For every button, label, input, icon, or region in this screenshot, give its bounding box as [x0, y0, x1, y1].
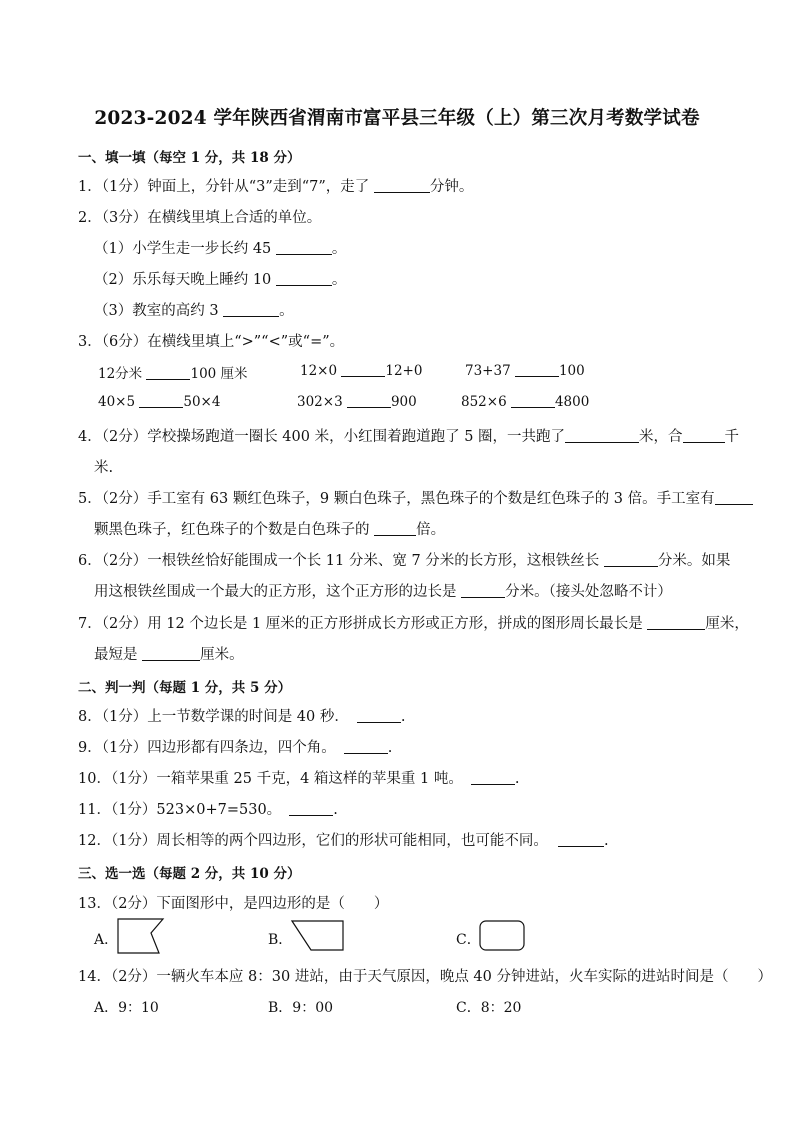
- part-text: （1）小学生走一步长约 45: [94, 241, 276, 257]
- answer-blank[interactable]: [647, 615, 705, 630]
- question-4-cont: 米.: [94, 460, 114, 476]
- compare-right: 12+0: [385, 363, 423, 379]
- answer-blank[interactable]: [715, 490, 753, 505]
- question-6-cont: [94, 580, 672, 601]
- question-7-text-4: 厘米。: [200, 647, 244, 663]
- option-c-label[interactable]: C．: [456, 932, 481, 948]
- answer-blank[interactable]: [139, 393, 183, 408]
- section-multiple-choice: 三、选一选（每题 2 分，共 10 分）: [78, 866, 301, 882]
- period: .: [400, 709, 406, 725]
- rounded-rectangle-shape-icon[interactable]: [479, 920, 525, 952]
- compare-item: [465, 362, 585, 379]
- period: .: [333, 802, 338, 818]
- question-5-text: 5．（2分）手工室有 63 颗红色珠子，9 颗白色珠子，黑色珠子的个数是红色珠子的 3 倍。手工室有: [78, 491, 715, 507]
- question-5-cont: [94, 518, 445, 539]
- exam-title: 2023-2024 学年陕西省渭南市富平县三年级（上）第三次月考数学试卷: [94, 108, 700, 129]
- compare-right: 900: [390, 394, 417, 410]
- answer-blank[interactable]: [344, 739, 388, 754]
- question-2-stem: 2．（3分）在横线里填上合适的单位。: [78, 210, 322, 226]
- question-3-stem: 3．（6分）在横线里填上“>”“<”或“=”。: [78, 334, 345, 350]
- question-5-text-3: 倍。: [416, 522, 446, 538]
- question-6: [78, 549, 730, 570]
- compare-right: 50×4: [183, 394, 221, 410]
- question-1-text: 1．（1分）钟面上，分针从“3”走到“7”，走了: [78, 179, 374, 195]
- question-11-text: 11．（1分）523×0+7=530。: [78, 802, 282, 818]
- answer-blank[interactable]: [142, 646, 200, 661]
- question-2-part-2: [94, 268, 346, 289]
- part-text: （2）乐乐每天晚上睡约 10: [94, 272, 276, 288]
- question-6-text-4: 分米。（接头处忽略不计）: [505, 584, 672, 600]
- question-7-text: 7．（2分）用 12 个边长是 1 厘米的正方形拼成长方形或正方形，拼成的图形周长最长是: [78, 616, 648, 632]
- question-13-stem: 13．（2分）下面图形中，是四边形的是（ ）: [78, 896, 389, 912]
- option-a-label[interactable]: A．: [94, 932, 119, 948]
- answer-blank[interactable]: [374, 178, 430, 193]
- answer-blank[interactable]: [289, 801, 333, 816]
- compare-left: 12分米: [98, 366, 147, 382]
- part-end: 。: [279, 303, 294, 319]
- question-11: [78, 798, 338, 819]
- compare-right: 100: [558, 363, 585, 379]
- question-6-text-3: 用这根铁丝围成一个最大的正方形，这个正方形的边长是: [94, 584, 462, 600]
- compare-item: [98, 362, 248, 382]
- question-1: [78, 175, 473, 196]
- compare-left: 852×6: [461, 394, 511, 410]
- part-end: 。: [331, 272, 347, 288]
- question-7: [78, 612, 749, 633]
- question-10-text: 10．（1分）一箱苹果重 25 千克，4 箱这样的苹果重 1 吨。: [78, 771, 463, 787]
- answer-blank[interactable]: [604, 552, 658, 567]
- compare-item: [98, 393, 220, 410]
- compare-left: 40×5: [98, 394, 140, 410]
- question-10: [78, 767, 519, 788]
- question-4-text-3: 千: [724, 429, 740, 445]
- option-b-label[interactable]: B．: [268, 932, 293, 948]
- shape-irregular-icon[interactable]: [117, 918, 165, 954]
- part-end: 。: [331, 241, 347, 257]
- answer-blank[interactable]: [276, 240, 332, 255]
- option-a[interactable]: A．9：10: [94, 1000, 159, 1016]
- period: .: [387, 740, 393, 756]
- option-c[interactable]: C．8：20: [456, 1000, 522, 1016]
- section-true-false: 二、判一判（每题 1 分，共 5 分）: [78, 680, 292, 696]
- question-5-text-2: 颗黑色珠子，红色珠子的个数是白色珠子的: [94, 522, 375, 538]
- option-b[interactable]: B．9：00: [268, 1000, 334, 1016]
- answer-blank[interactable]: [357, 708, 401, 723]
- question-8-text: 8．（1分）上一节数学课的时间是 40 秒．: [78, 709, 349, 725]
- answer-blank[interactable]: [558, 832, 604, 847]
- compare-item: [297, 393, 417, 410]
- compare-left: 302×3: [297, 394, 347, 410]
- answer-blank[interactable]: [515, 362, 559, 377]
- question-14-stem: 14．（2分）一辆火车本应 8：30 进站，由于天气原因，晚点 40 分钟进站，火车实际的进站时间是（ ）: [78, 969, 772, 985]
- question-5: [78, 487, 753, 508]
- answer-blank[interactable]: [683, 428, 725, 443]
- question-2-part-3: [94, 299, 294, 320]
- question-12-text: 12．（1分）周长相等的两个四边形，它们的形状可能相同，也可能不同。: [78, 833, 548, 849]
- compare-left: 12×0: [300, 363, 342, 379]
- answer-blank[interactable]: [471, 770, 515, 785]
- question-6-text: 6．（2分）一根铁丝恰好能围成一个长 11 分米、宽 7 分米的长方形，这根铁丝长: [78, 553, 604, 569]
- compare-right: 4800: [554, 394, 590, 410]
- question-6-text-2: 分米。如果: [657, 553, 731, 569]
- question-4-text: 4．（2分）学校操场跑道一圈长 400 米，小红围着跑道跑了 5 圈，一共跑了: [78, 429, 566, 445]
- answer-blank[interactable]: [276, 271, 332, 286]
- period: .: [514, 771, 520, 787]
- answer-blank[interactable]: [461, 583, 505, 598]
- part-text: （3）教室的高约 3: [94, 303, 224, 319]
- answer-blank[interactable]: [347, 393, 391, 408]
- answer-blank[interactable]: [146, 365, 190, 380]
- question-4-text-2: 米，合: [639, 429, 683, 445]
- question-12: [78, 829, 609, 850]
- question-1-unit: 分钟。: [429, 179, 474, 195]
- question-9-text: 9．（1分）四边形都有四条边，四个角。: [78, 740, 336, 756]
- compare-item: [300, 362, 422, 379]
- question-2-part-1: [94, 237, 346, 258]
- answer-blank[interactable]: [511, 393, 555, 408]
- compare-left: 73+37: [465, 363, 515, 379]
- question-7-text-2: 厘米，: [705, 616, 749, 632]
- answer-blank[interactable]: [223, 302, 279, 317]
- question-4: [78, 425, 739, 446]
- question-8: [78, 705, 405, 726]
- answer-blank[interactable]: [341, 362, 385, 377]
- question-9: [78, 736, 392, 757]
- compare-right: 100 厘米: [190, 366, 248, 382]
- period: .: [603, 833, 609, 849]
- answer-blank[interactable]: [374, 521, 416, 536]
- answer-blank[interactable]: [565, 428, 639, 443]
- question-7-text-3: 最短是: [94, 647, 143, 663]
- trapezoid-shape-icon[interactable]: [291, 920, 345, 952]
- compare-item: [461, 393, 589, 410]
- question-7-cont: [94, 643, 244, 664]
- section-fill-in: 一、填一填（每空 1 分，共 18 分）: [78, 150, 301, 166]
